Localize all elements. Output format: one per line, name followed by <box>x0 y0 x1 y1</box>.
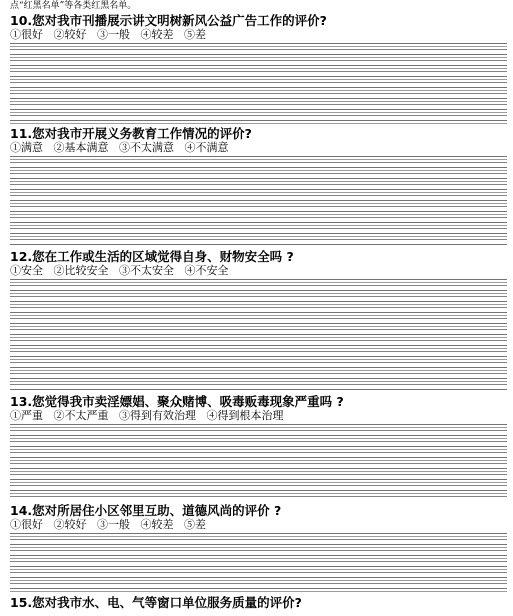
question-title: 12.您在工作或生活的区域觉得自身、财物安全吗 ? <box>10 249 294 264</box>
illegible-explanation-text <box>10 279 507 392</box>
answer-options <box>10 264 507 278</box>
question-15 <box>10 595 507 610</box>
question-13 <box>10 394 507 501</box>
illegible-explanation-text <box>10 533 507 593</box>
answer-option[interactable]: ②不太严重 <box>53 409 109 422</box>
question-title: 14.您对所居住小区邻里互助、道德风尚的评价 ? <box>10 503 282 518</box>
question-title: 15.您对我市水、电、气等窗口单位服务质量的评价? <box>10 595 302 610</box>
answer-option[interactable]: ④不满意 <box>184 141 229 154</box>
answer-option[interactable]: ③一般 <box>97 28 130 41</box>
answer-option[interactable]: ③不太安全 <box>119 264 174 277</box>
answer-option[interactable]: ⑤差 <box>184 28 206 41</box>
answer-options <box>10 28 507 42</box>
answer-option[interactable]: ③不太满意 <box>119 141 174 154</box>
answer-option[interactable]: ①安全 <box>10 264 43 277</box>
question-title: 13.您觉得我市卖淫嫖娼、聚众赌博、吸毒贩毒现象严重吗 ? <box>10 394 344 409</box>
illegible-explanation-text <box>10 43 507 124</box>
answer-option[interactable]: ①满意 <box>10 141 43 154</box>
question-title: 10.您对我市刊播展示讲文明树新风公益广告工作的评价? <box>10 13 327 28</box>
illegible-explanation-text <box>10 156 507 247</box>
answer-option[interactable]: ②比较安全 <box>53 264 109 277</box>
question-14 <box>10 503 507 593</box>
answer-option[interactable]: ①很好 <box>10 28 43 41</box>
answer-option[interactable]: ②较好 <box>53 518 87 531</box>
question-10 <box>10 13 507 124</box>
answer-option[interactable]: ④得到根本治理 <box>206 409 284 422</box>
answer-option[interactable]: ④不安全 <box>184 264 229 277</box>
illegible-explanation-text <box>10 424 507 501</box>
question-11 <box>10 126 507 247</box>
answer-options <box>10 409 507 423</box>
answer-option[interactable]: ①严重 <box>10 409 43 422</box>
question-title: 11.您对我市开展义务教育工作情况的评价? <box>10 126 252 141</box>
answer-option[interactable]: ②基本满意 <box>53 141 109 154</box>
answer-option[interactable]: ②较好 <box>53 28 87 41</box>
answer-options <box>10 518 507 532</box>
answer-option[interactable]: ③一般 <box>97 518 130 531</box>
answer-option[interactable]: ④较差 <box>140 28 174 41</box>
intro-text: 点“红黑名单”等各类红黑名单。 <box>10 1 137 11</box>
answer-option[interactable]: ④较差 <box>140 518 174 531</box>
answer-option[interactable]: ⑤差 <box>184 518 206 531</box>
question-12 <box>10 249 507 392</box>
answer-option[interactable]: ①很好 <box>10 518 43 531</box>
answer-options <box>10 141 507 155</box>
answer-option[interactable]: ③得到有效治理 <box>119 409 196 422</box>
